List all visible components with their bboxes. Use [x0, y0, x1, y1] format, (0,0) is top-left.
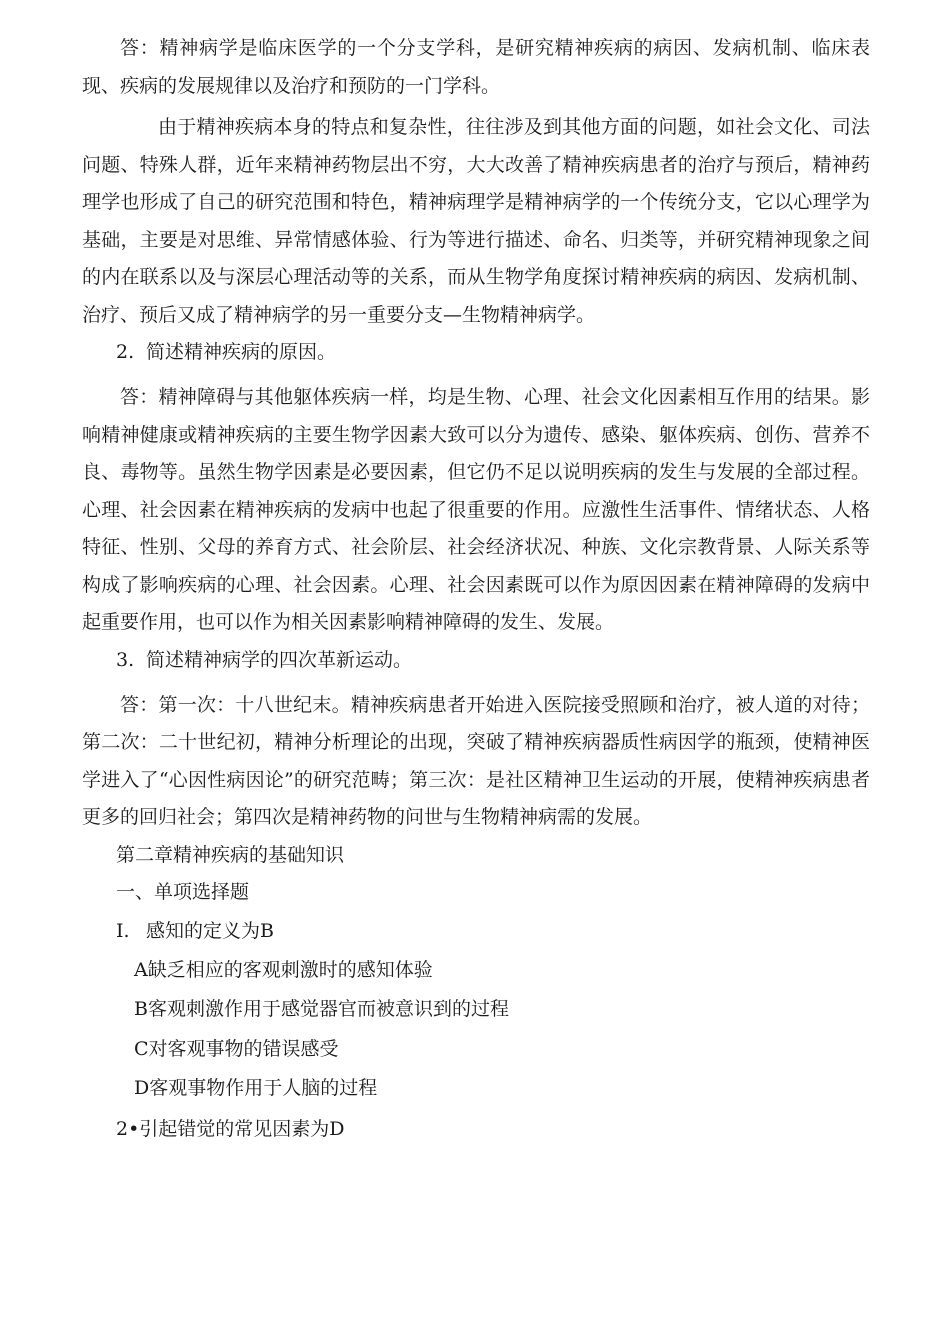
question-2-number: 2.: [116, 341, 135, 363]
question-3: [82, 642, 870, 679]
question-3-text: 简述精神病学的四次革新运动。: [146, 648, 413, 671]
answer-3-text: 答：第一次：十八世纪末。精神疾病患者开始进入医院接受照顾和治疗，被人道的对待；第二次：二十世纪初，精神分析理论的出现，突破了精神疾病器质性病因学的瓶颈，使精神医学进入了“心因性病因论”的研究范畴；第三次：是社区精神卫生运动的开展，使精神疾病患者更多的回归社会；第四次是精神药物的问世与生物精神病需的发展。: [82, 693, 870, 828]
question-2: [82, 334, 870, 371]
mcq-1-option-b: B客观刺激作用于感觉器官而被意识到的过程: [134, 998, 509, 1020]
chapter-title: 第二章精神疾病的基础知识: [116, 843, 345, 866]
answer-1-continuation: 由于精神疾病本身的特点和复杂性，往往涉及到其他方面的问题，如社会文化、司法问题、特殊人群，近年来精神药物层出不穷，大大改善了精神疾病患者的治疗与预后，精神药理学也形成了自己的研究范围和特色，精神病理学是精神病学的一个传统分支，它以心理学为基础，主要是对思维、异常情感体验、行为等进行描述、命名、归类等，并研究精神现象之间的内在联系以及与深层心理活动等的关系，而从生物学角度探讨精神疾病的病因、发病机制、治疗、预后又成了精神病学的另一重要分支—生物精神病学。: [82, 116, 870, 326]
mcq-2-number: 2•: [116, 1117, 140, 1140]
answer-1-text: 答：精神病学是临床医学的一个分支学科，是研究精神疾病的病因、发病机制、临床表现、疾病的发展规律以及治疗和预防的一门学科。: [82, 37, 870, 97]
mcq-1-stem: [82, 911, 870, 951]
mcq-1-stem-text: 感知的定义为B: [146, 919, 274, 942]
question-2-text: 简述精神疾病的原因。: [146, 341, 337, 363]
mcq-1-option-c: C对客观事物的错误感受: [134, 1037, 339, 1060]
section-heading: 一、单项选择题: [116, 880, 250, 903]
document-page: [82, 30, 870, 1149]
mcq-1-option-d: D客观事物作用于人脑的过程: [134, 1077, 378, 1099]
mcq-1-option-a: A缺乏相应的客观刺激时的感知体验: [134, 958, 433, 981]
mcq-2-stem: [82, 1109, 870, 1149]
question-3-number: 3.: [116, 648, 135, 671]
answer-2-text: 答：精神障碍与其他躯体疾病一样，均是生物、心理、社会文化因素相互作用的结果。影响精神健康或精神疾病的主要生物学因素大致可以分为遗传、感染、躯体疾病、创伤、营养不良、毒物等。虽然生物学因素是必要因素，但它仍不足以说明疾病的发生与发展的全部过程。心理、社会因素在精神疾病的发病中也起了很重要的作用。应激性生活事件、情绪状态、人格特征、性别、父母的养育方式、社会阶层、社会经济状况、种族、文化宗教背景、人际关系等构成了影响疾病的心理、社会因素。心理、社会因素既可以作为原因因素在精神障碍的发病中起重要作用，也可以作为相关因素影响精神障碍的发生、发展。: [82, 386, 870, 633]
mcq-2-stem-text: 引起错觉的常见因素为D: [139, 1117, 345, 1140]
mcq-1-number: I.: [116, 919, 130, 942]
